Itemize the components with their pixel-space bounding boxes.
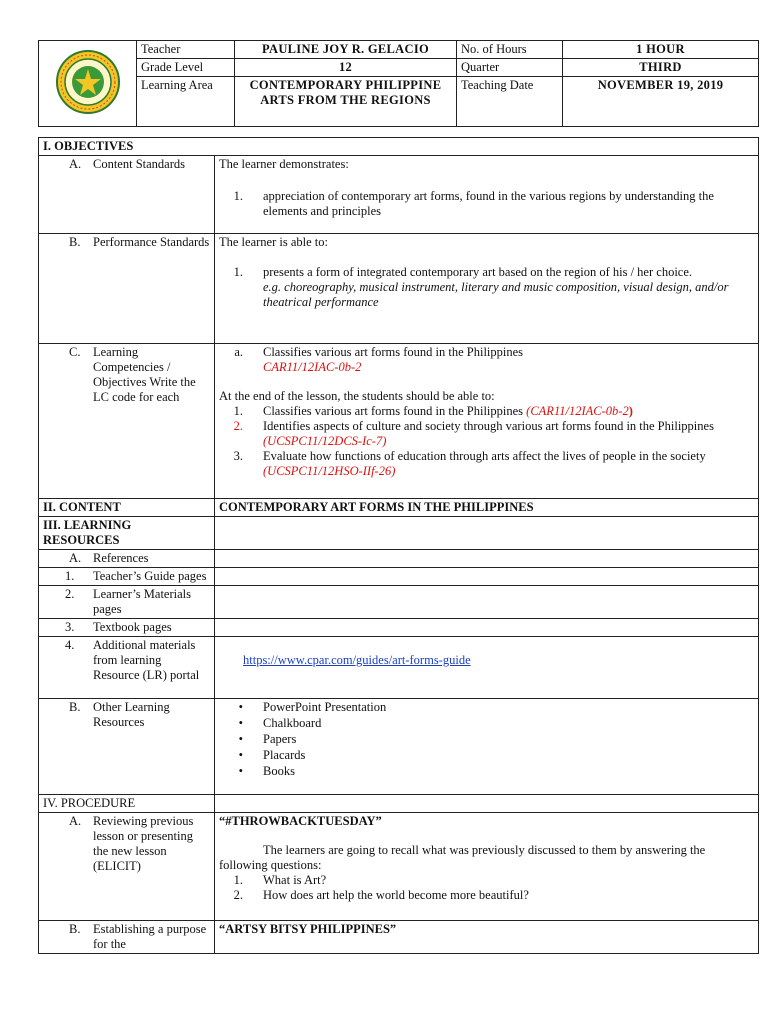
- teachers-guide-key: 1.: [65, 569, 75, 583]
- lesson-plan-table: [38, 137, 759, 954]
- reviewing-key: A.: [69, 814, 82, 828]
- list-letter: a.: [234, 345, 243, 359]
- resource-bullet-item: Papers: [263, 732, 297, 746]
- references-label-cell: [39, 550, 215, 568]
- content-standards-label: Content Standards: [93, 157, 186, 171]
- bullet-icon: •: [238, 748, 243, 762]
- content-standards-key: A.: [69, 157, 82, 171]
- teacher-value: PAULINE JOY R. GELACIO: [235, 41, 457, 59]
- performance-standards-label: Performance Standards: [93, 235, 210, 249]
- date-label: Teaching Date: [457, 77, 563, 127]
- additional-materials-cell: [215, 637, 759, 699]
- content-standards-label-cell: [39, 156, 215, 234]
- resource-bullet-item: Chalkboard: [263, 716, 322, 730]
- performance-standard-example: e.g. choreography, musical instrument, literary and music composition, visual design, and/or theatrical performance: [263, 280, 729, 309]
- establishing-label-cell: [39, 921, 215, 954]
- competency-1-code: (CAR11/12IAC-0b-2: [526, 404, 629, 418]
- logo-cell: [39, 41, 137, 127]
- list-number: 1.: [233, 404, 243, 418]
- teacher-label: Teacher: [137, 41, 235, 59]
- list-number: 3.: [233, 449, 243, 463]
- bullet-icon: •: [238, 700, 243, 714]
- school-seal-logo: [55, 49, 121, 115]
- list-number: 1.: [233, 265, 243, 279]
- additional-materials-label-cell: [39, 637, 215, 699]
- resource-bullet-item: PowerPoint Presentation: [263, 700, 387, 714]
- textbook-label-cell: [39, 619, 215, 637]
- artsy-heading: “ARTSY BITSY PHILIPPINES”: [219, 922, 397, 936]
- content-standards-cell: [215, 156, 759, 234]
- content-heading: II. CONTENT: [39, 499, 215, 517]
- objectives-heading: I. OBJECTIVES: [39, 138, 759, 156]
- list-number: 1.: [233, 189, 243, 203]
- competency-1-code-close: ): [628, 404, 633, 418]
- competency-1-text: Classifies various art forms found in the Philippines: [263, 404, 524, 418]
- reviewing-label: Reviewing previous lesson or presenting the new lesson (ELICIT): [93, 814, 194, 873]
- learners-materials-label-cell: [39, 586, 215, 619]
- performance-standards-cell: [215, 234, 759, 344]
- review-question: How does art help the world become more beautiful?: [263, 888, 529, 902]
- teachers-guide-label: Teacher’s Guide pages: [93, 569, 207, 583]
- competencies-label: Learning Competencies / Objectives Write the LC code for each: [93, 345, 196, 404]
- bullet-icon: •: [238, 764, 243, 778]
- teachers-guide-label-cell: [39, 568, 215, 586]
- establishing-cell: [215, 921, 759, 954]
- grade-value: 12: [235, 59, 457, 77]
- competency-2-text: Identifies aspects of culture and society through various art forms found in the Philippines: [263, 419, 714, 433]
- establishing-label: Establishing a purpose for the: [93, 922, 207, 951]
- hours-value: 1 HOUR: [563, 41, 759, 59]
- bullet-icon: •: [238, 716, 243, 730]
- area-value: CONTEMPORARY PHILIPPINE ARTS FROM THE REGIONS: [235, 77, 457, 127]
- competencies-intro: At the end of the lesson, the students should be able to:: [219, 389, 495, 403]
- list-number: 1.: [233, 873, 243, 887]
- competency-a-text: Classifies various art forms found in the Philippines: [263, 345, 524, 359]
- competency-3-code: (UCSPC11/12HSO-IIf-26): [263, 464, 396, 478]
- competencies-key: C.: [69, 345, 81, 359]
- resource-bullet-item: Placards: [263, 748, 306, 762]
- performance-standards-intro: The learner is able to:: [219, 235, 328, 249]
- additional-materials-label: Additional materials from learning Resource (LR) portal: [93, 638, 200, 682]
- area-label: Learning Area: [137, 77, 235, 127]
- reviewing-label-cell: [39, 813, 215, 921]
- textbook-label: Textbook pages: [93, 620, 172, 634]
- empty-cell: [215, 795, 759, 813]
- review-question: What is Art?: [263, 873, 327, 887]
- other-resources-label: Other Learning Resources: [93, 700, 170, 729]
- resource-bullet-item: Books: [263, 764, 295, 778]
- date-value: NOVEMBER 19, 2019: [563, 77, 759, 127]
- list-number: 2.: [233, 888, 243, 902]
- textbook-key: 3.: [65, 620, 75, 634]
- reviewing-text: The learners are going to recall what was previously discussed to them by answering the following questions:: [219, 843, 706, 872]
- other-resources-label-cell: [39, 699, 215, 795]
- empty-cell: [215, 568, 759, 586]
- competency-3-text: Evaluate how functions of education through arts affect the lives of people in the society: [263, 449, 706, 463]
- empty-cell: [215, 586, 759, 619]
- performance-standards-label-cell: [39, 234, 215, 344]
- empty-cell: [215, 550, 759, 568]
- reviewing-cell: [215, 813, 759, 921]
- competencies-label-cell: [39, 344, 215, 499]
- performance-standards-key: B.: [69, 235, 81, 249]
- procedure-heading: IV. PROCEDURE: [39, 795, 215, 813]
- learners-materials-key: 2.: [65, 587, 75, 601]
- bullet-icon: •: [238, 732, 243, 746]
- grade-label: Grade Level: [137, 59, 235, 77]
- lr-portal-link[interactable]: https://www.cpar.com/guides/art-forms-guide: [243, 653, 471, 667]
- competency-a-code: CAR11/12IAC-0b-2: [263, 360, 362, 374]
- content-value: CONTEMPORARY ART FORMS IN THE PHILIPPINES: [215, 499, 759, 517]
- competencies-cell: [215, 344, 759, 499]
- performance-standard-item: presents a form of integrated contemporary art based on the region of his / her choice.: [263, 265, 693, 279]
- other-resources-key: B.: [69, 700, 81, 714]
- references-label: References: [93, 551, 149, 565]
- additional-materials-key: 4.: [65, 638, 75, 652]
- other-resources-cell: [215, 699, 759, 795]
- establishing-key: B.: [69, 922, 81, 936]
- throwback-heading: “#THROWBACKTUESDAY”: [219, 814, 382, 828]
- resources-heading: III. LEARNING RESOURCES: [39, 517, 215, 550]
- empty-cell: [215, 619, 759, 637]
- hours-label: No. of Hours: [457, 41, 563, 59]
- header-table: [38, 40, 759, 127]
- content-standards-intro: The learner demonstrates:: [219, 157, 349, 171]
- references-key: A.: [69, 551, 82, 565]
- quarter-value: THIRD: [563, 59, 759, 77]
- competency-2-code: (UCSPC11/12DCS-Ic-7): [263, 434, 387, 448]
- quarter-label: Quarter: [457, 59, 563, 77]
- list-number: 2.: [233, 419, 243, 433]
- content-standard-item: appreciation of contemporary art forms, found in the various regions by understanding the elements and principles: [263, 189, 714, 218]
- empty-cell: [215, 517, 759, 550]
- learners-materials-label: Learner’s Materials pages: [93, 587, 191, 616]
